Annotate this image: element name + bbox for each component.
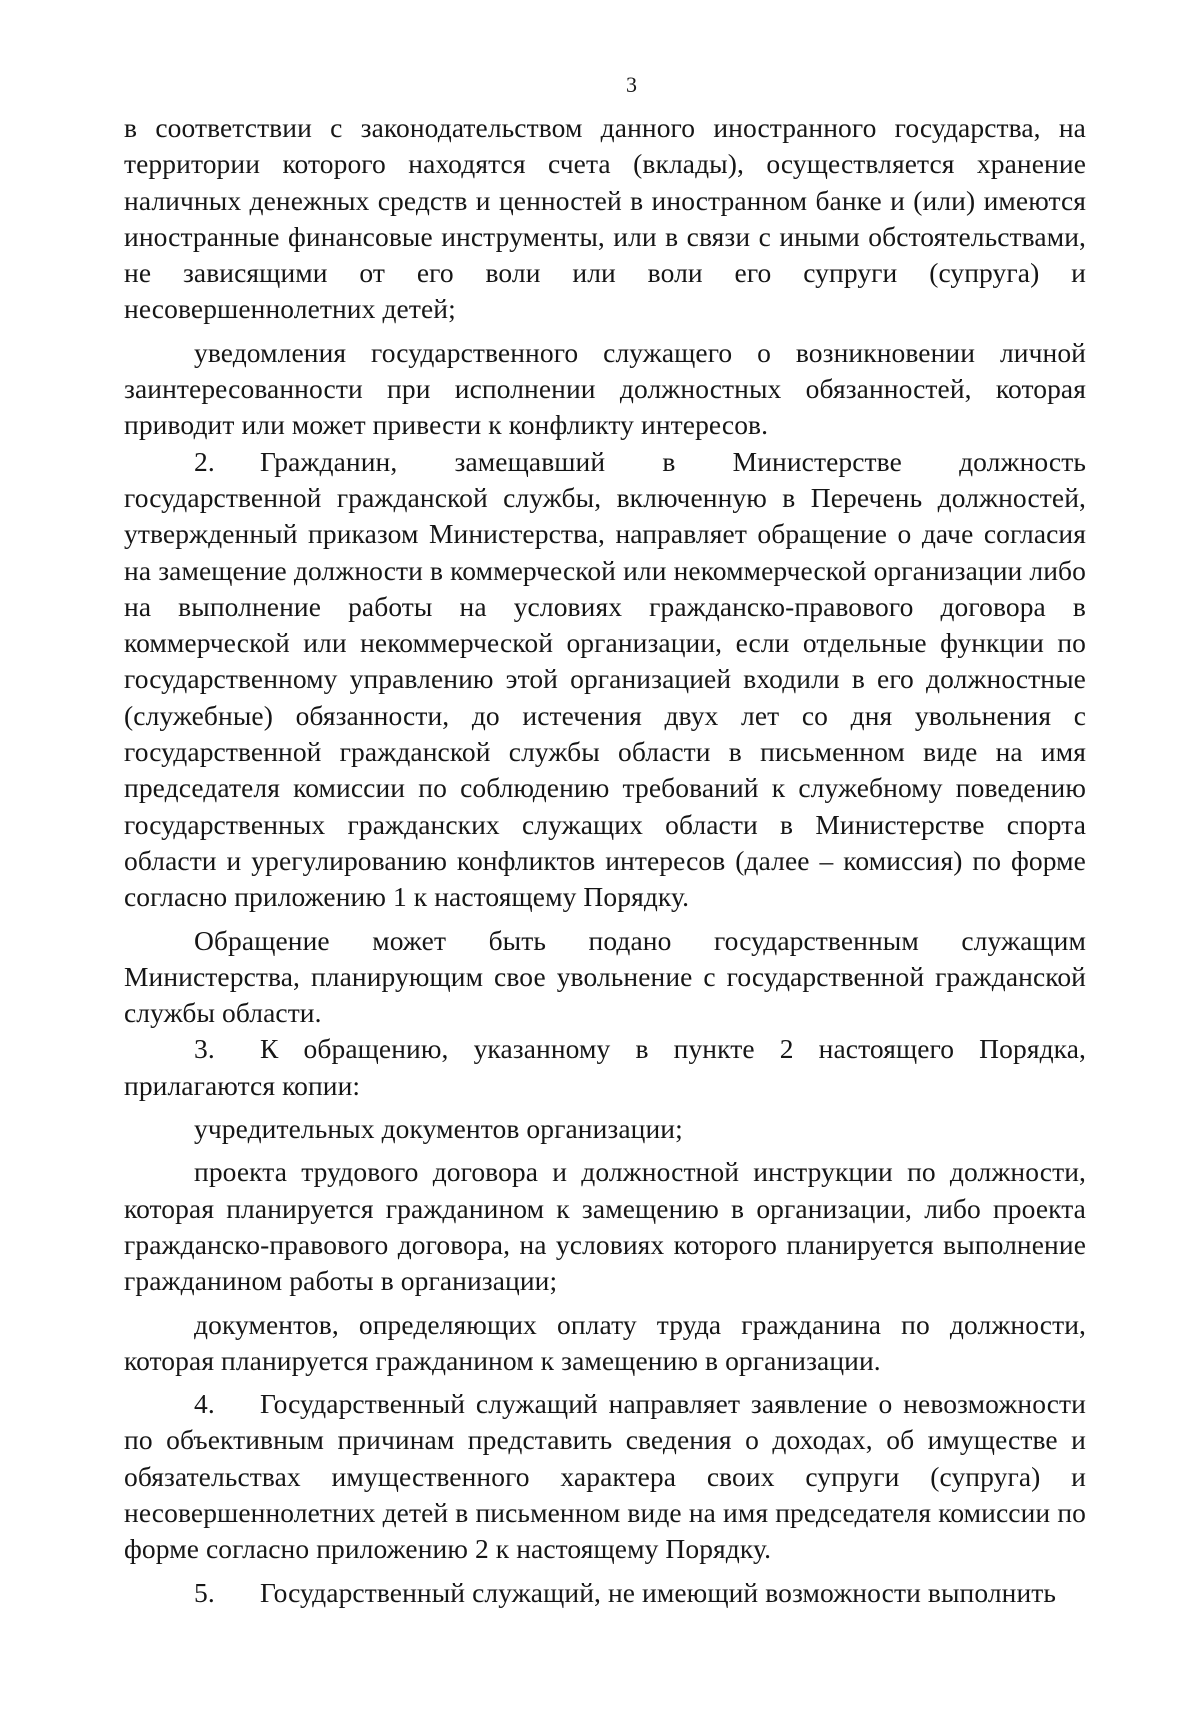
paragraph-notification-conflict [124, 335, 1086, 444]
paragraph-text: учредительных документов организации; [194, 1113, 683, 1145]
paragraph-text: уведомления государственного служащего о возникновении личной заинтересованности при исполнении должностных обязанностей, которая приводит или может привести к конфликту интересов. [124, 336, 1086, 441]
paragraph-appeal-submission [124, 923, 1086, 1032]
list-item-draft-contract [124, 1154, 1086, 1299]
clause-5 [124, 1575, 1086, 1611]
clause-text: К обращению, указанному в пункте 2 настоящего Порядка, прилагаются копии: [124, 1033, 1086, 1101]
clause-number: 5. [194, 1576, 215, 1608]
clause-number: 3. [194, 1033, 215, 1065]
document-body [124, 110, 1086, 1611]
paragraph-text: документов, определяющих оплату труда гражданина по должности, которая планируется гражданином к замещению в организации. [124, 1308, 1086, 1376]
list-item-founding-documents [124, 1111, 1086, 1147]
page-number: 3 [626, 72, 637, 97]
paragraph-text: Обращение может быть подано государственным служащим Министерства, планирующим свое увольнение с государственной гражданской службы области. [124, 924, 1086, 1029]
paragraph-text: в соответствии с законодательством данного иностранного государства, на территории которого находятся счета (вклады), осуществляется хранение наличных денежных средств и ценностей в иностранном банке и (или) имеются иностранные финансовые инструменты, или в связи с иными обстоятельствами, не зависящими от его воли или воли его супруги (супруга) и несовершеннолетних детей; [124, 112, 1086, 325]
clause-2 [124, 444, 1086, 916]
clause-text: Государственный служащий направляет заявление о невозможности по объективным причинам представить сведения о доходах, об имуществе и обязательствах имущественного характера своих супруги (супруга) и несовершеннолетних детей в письменном виде на имя председателя комиссии по форме согласно приложению 2 к настоящему Порядку. [124, 1388, 1086, 1565]
list-item-pay-documents [124, 1307, 1086, 1380]
clause-3 [124, 1031, 1086, 1104]
clause-text: Государственный служащий, не имеющий возможности выполнить [260, 1576, 1057, 1608]
clause-number: 4. [194, 1388, 215, 1420]
clause-text: Гражданин, замещавший в Министерстве должность государственной гражданской службы, включенную в Перечень должностей, утвержденный приказом Министерства, направляет обращение о даче согласия на замещение должности в коммерческой или некоммерческой организации либо на выполнение работы на условиях гражданско-правового договора в коммерческой или некоммерческой организации, если отдельные функции по государственному управлению этой организацией входили в его должностные (служебные) обязанности, до истечения двух лет со дня увольнения с государственной гражданской службы области в письменном виде на имя председателя комиссии по соблюдению требований к служебному поведению государственных гражданских служащих области в Министерстве спорта области и урегулированию конфликтов интересов (далее – комиссия) по форме согласно приложению 1 к настоящему Порядку. [124, 445, 1086, 913]
paragraph-text: проекта трудового договора и должностной инструкции по должности, которая планируется гражданином к замещению в организации, либо проекта гражданско-правового договора, на условиях которого планируется выполнение гражданином работы в организации; [124, 1156, 1086, 1297]
clause-4 [124, 1386, 1086, 1567]
clause-number: 2. [194, 445, 215, 477]
paragraph-continuation [124, 110, 1086, 328]
